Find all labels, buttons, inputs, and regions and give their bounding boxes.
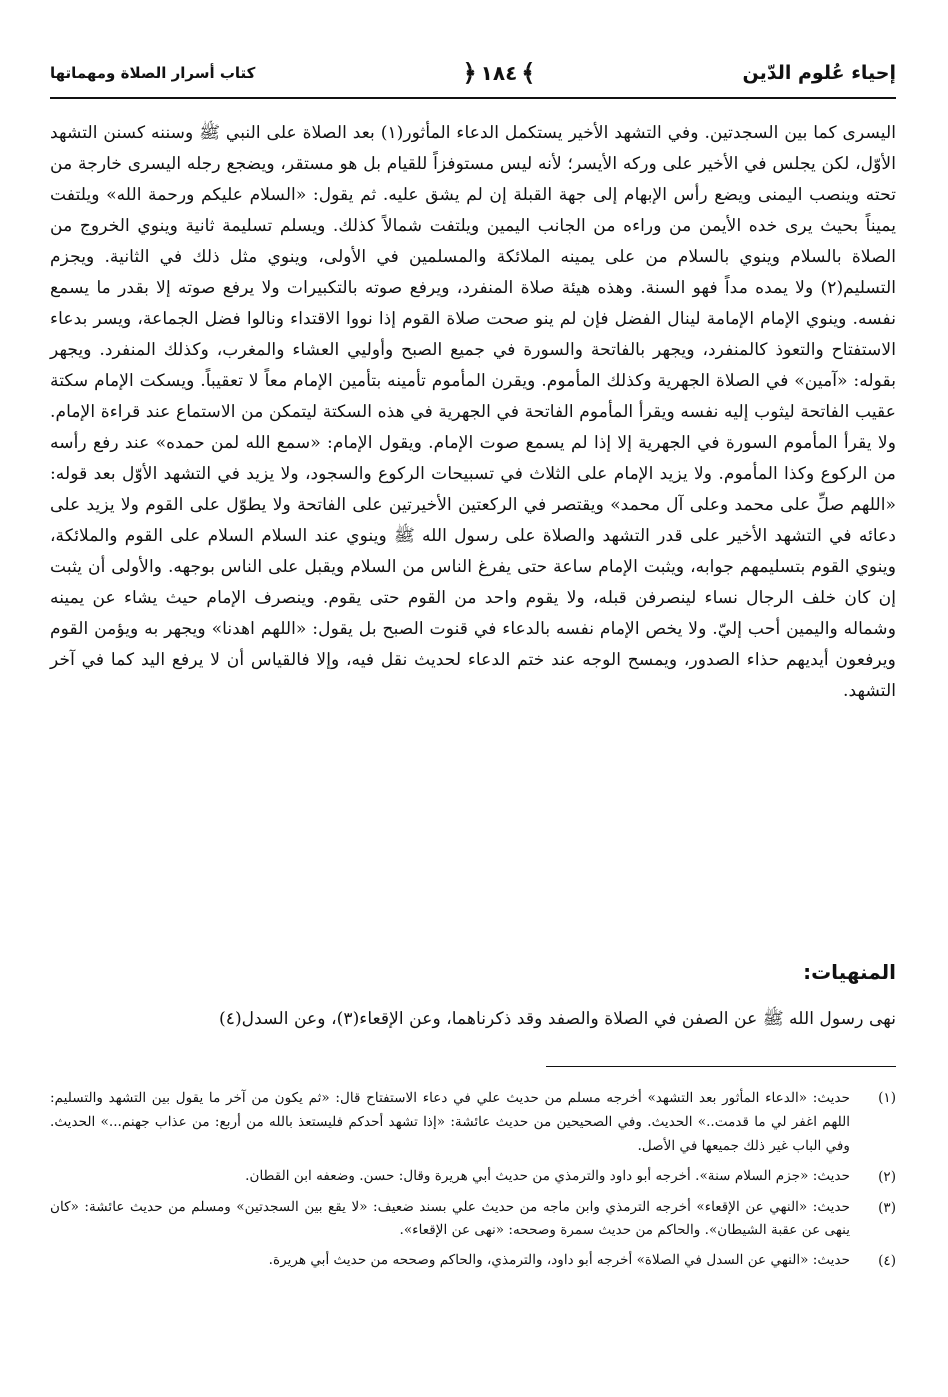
footnote-text: حديث: «جزم السلام سنة». أخرجه أبو داود والترمذي من حديث أبي هريرة وقال: حسن. وضعفه ابن القطان.	[245, 1168, 850, 1184]
section-text: نهى رسول الله ﷺ عن الصفن في الصلاة والصفد وقد ذكرناهما، وعن الإقعاء(٣)، وعن السدل(٤)	[218, 1009, 896, 1029]
section-heading: المنهيات:	[803, 960, 896, 984]
footnote-text: حديث: «الدعاء المأثور بعد التشهد» أخرجه مسلم من حديث علي في دعاء الاستفتاح قال: «ثم يكون من آخر ما يقول بين التشهد والتسليم: اللهم اغفر لي ما قدمت..» الحديث. وفي الصحيحين من حديث عائشة: «إذا تشهد أحدكم فليستعذ بالله من أربع: من عذاب جهنم...» الحديث. وفي الباب غير ذلك جميعها في الأصل.	[50, 1090, 850, 1154]
footnote-number: (٣)	[878, 1200, 896, 1216]
footnote-3	[50, 1196, 896, 1242]
footnote-2	[50, 1165, 896, 1189]
chapter-title: كتاب أسرار الصلاة ومهماتها	[50, 64, 256, 82]
page-number-block	[463, 59, 536, 87]
footnotes	[50, 1086, 896, 1280]
footnote-text: حديث: «النهي عن الإقعاء» أخرجه الترمذي وابن ماجه من حديث علي بسند ضعيف: «لا يقع بين السجدتين» ومسلم من حديث عائشة: «كان ينهى عن عقبة الشيطان». والحاكم من حديث سمرة وصححه: «نهى عن الإقعاء».	[50, 1199, 850, 1238]
main-text	[50, 118, 896, 707]
footnote-4	[50, 1249, 896, 1273]
ornament-bracket-left: ﴿	[462, 59, 477, 87]
ornament-bracket-right: ﴾	[521, 59, 536, 87]
footnote-1	[50, 1086, 896, 1158]
book-title: إحياء عُلوم الدّين	[742, 62, 896, 84]
page-number: ١٨٤	[480, 61, 518, 85]
header-divider	[50, 97, 896, 99]
footnote-number: (٤)	[878, 1253, 896, 1269]
footnote-number: (٢)	[878, 1169, 896, 1185]
footnote-text: حديث: «النهي عن السدل في الصلاة» أخرجه أبو داود، والترمذي، والحاكم وصححه من حديث أبي هريرة.	[268, 1252, 850, 1268]
footnote-number: (١)	[878, 1090, 896, 1106]
page-header	[50, 50, 896, 96]
paragraph: اليسرى كما بين السجدتين. وفي التشهد الأخير يستكمل الدعاء المأثور(١) بعد الصلاة على النبي ﷺ وسننه كسنن التشهد الأوّل، لكن يجلس في الأخير على وركه الأيسر؛ لأنه ليس مستوفزاً للقيام بل هو مستقر، ويضجع رجله اليسرى خارجة من تحته وينصب اليمنى ويضع رأس الإبهام إلى جهة القبلة إن لم يشق عليه. ثم يقول: «السلام عليكم ورحمة الله» ويلتفت يميناً بحيث يرى خده الأيمن من وراءه من الجانب اليمين ويلتفت شمالاً كذلك. ويسلم تسليمة ثانية وينوي الخروج من الصلاة بالسلام وينوي بالسلام من على يمينه الملائكة والمسلمين في الأولى، وينوي مثل ذلك في الثانية. ويجزم التسليم(٢) ولا يمده مداً فهو السنة. وهذه هيئة صلاة المنفرد، ويرفع صوته بالتكبيرات ولا يرفع صوته إلا بقدر ما يسمع نفسه. وينوي الإمام الإمامة لينال الفضل فإن لم ينو صحت صلاة القوم إذا نووا الاقتداء ونالوا فضل الجماعة، ويسر بدعاء الاستفتاح والتعوذ كالمنفرد، ويجهر بالفاتحة والسورة في جميع الصبح وأوليي العشاء والمغرب، وكذلك المنفرد. ويجهر بقوله: «آمين» في الصلاة الجهرية وكذلك المأموم. ويقرن المأموم تأمينه بتأمين الإمام معاً لا تعقيباً. ويسكت الإمام سكتة عقيب الفاتحة ليثوب إليه نفسه ويقرأ المأموم الفاتحة في الجهرية في هذه السكتة ليتمكن من الاستماع عند قراءة الإمام. ولا يقرأ المأموم السورة في الجهرية إلا إذا لم يسمع صوت الإمام. ويقول الإمام: «سمع الله لمن حمده» عند رفع رأسه من الركوع وكذا المأموم. ولا يزيد الإمام على الثلاث في تسبيحات الركوع والسجود، ولا يزيد في التشهد الأوّل بعد قوله: «اللهم صلِّ على محمد وعلى آل محمد» ويقتصر في الركعتين الأخيرتين على الفاتحة ولا يطوّل على القوم ولا يزيد على دعائه في التشهد الأخير على قدر التشهد والصلاة على رسول الله ﷺ وينوي عند السلام السلام على القوم والملائكة، وينوي القوم بتسليمهم جوابه، ويثبت الإمام ساعة حتى يفرغ الناس من السلام ويقبل على الناس بوجهه. والأولى أن يثبت إن كان خلف الرجال نساء لينصرفن قبله، ولا يقوم واحد من القوم حتى يقوم. وينصرف الإمام حيث يشاء عن يمينه وشماله واليمين أحب إليّ. ولا يخص الإمام نفسه بالدعاء في قنوت الصبح بل يقول: «اللهم اهدنا» ويجهر به ويؤمن القوم ويرفعون أيديهم حذاء الصدور، ويمسح الوجه عند ختم الدعاء لحديث نقل فيه، وإلا فالقياس أن لا يرفع اليد كما في آخر التشهد.	[50, 123, 896, 701]
footnote-divider	[546, 1066, 896, 1067]
